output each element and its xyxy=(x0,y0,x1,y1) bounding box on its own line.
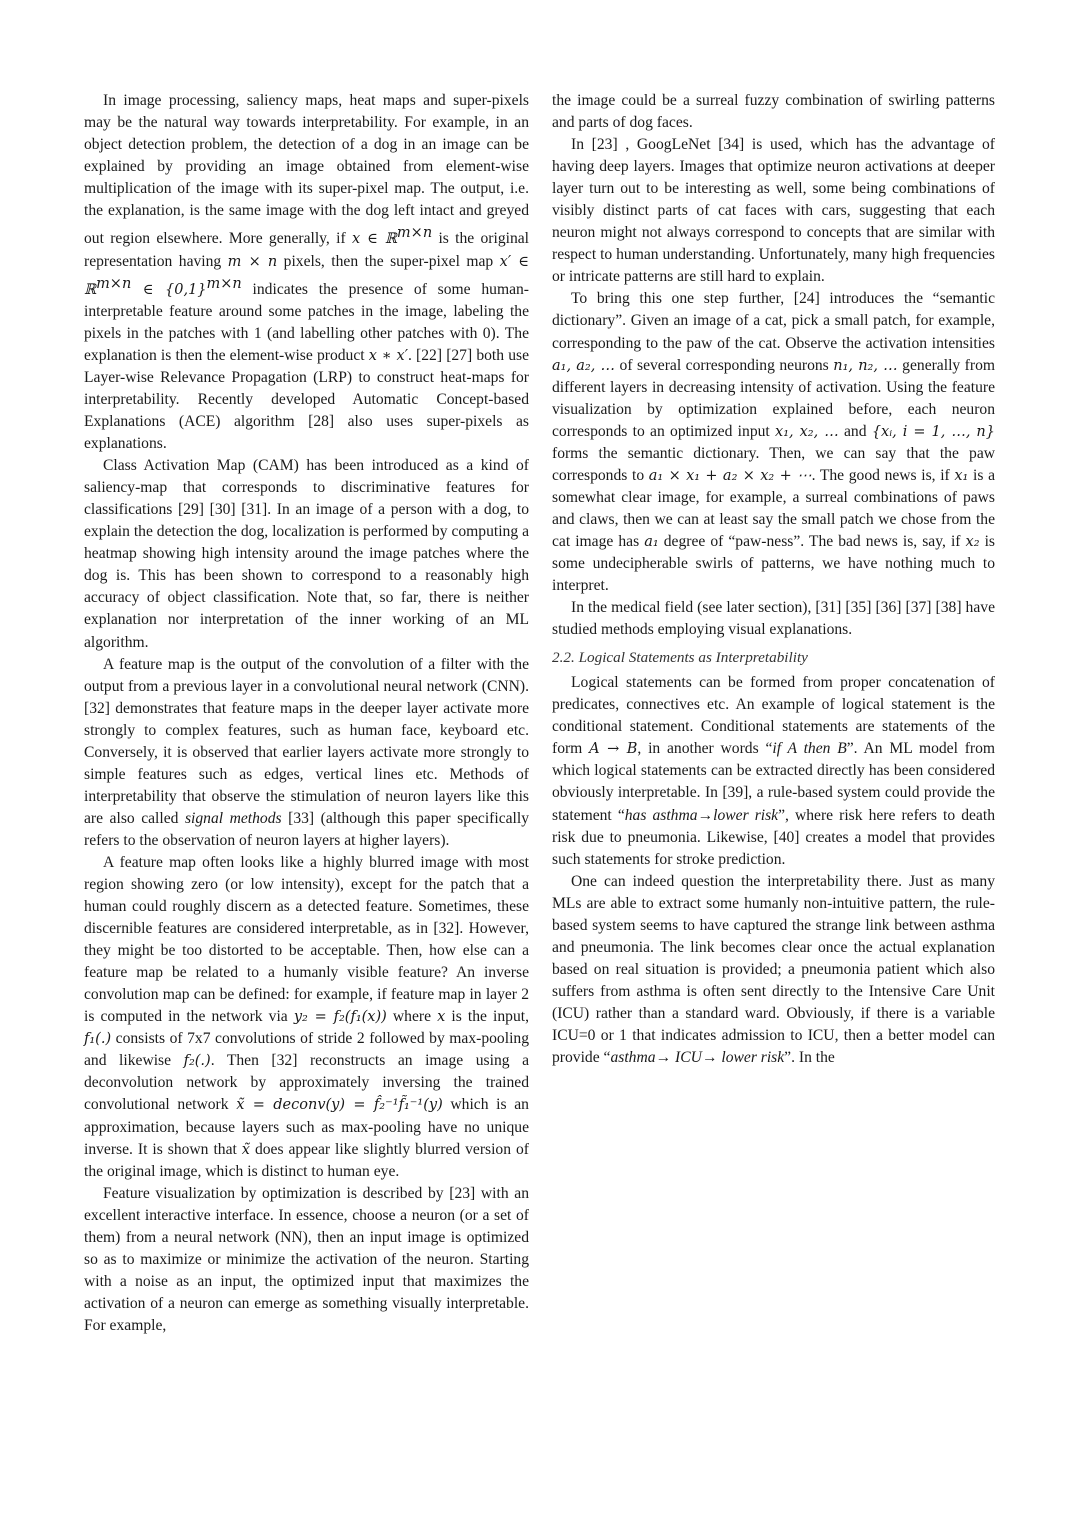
paragraph-googlenet: In [23] , GoogLeNet [34] is used, which has the advantage of having deep layers. Images that optimize neuron activations at deeper layer turn out to be interesting as well, some being combinations of visibly distinct parts of cat faces with cars, suggesting that each neuron might not always correspond to concepts that are similar with respect to human understanding. Unfortunately, many high frequencies or intricate patterns are still hard to explain. xyxy=(552,136,995,286)
paragraph-cam: Class Activation Map (CAM) has been introduced as a kind of saliency-map that corresponds to discriminative features for classifications [29] [30] [31]. In an image of a person with a dog, to explain the detection the dog, localization is performed by computing a heatmap showing high intensity around the image patches where the dog is. This has been shown to correspond to a reasonably high accuracy of object classification. Note that, so far, there is neither explanation nor interpretation of the inner working of an ML algorithm. xyxy=(84,457,529,651)
paragraph-interpretability-question: One can indeed question the interpretability there. Just as many MLs are able to extract some humanly non-intuitive pattern, the rule-based system seems to have captured the strange link between asthma and pneumonia. The link becomes clear once the actual explanation based on real situation is provided; a pneumonia patient which also suffers from asthma is often sent directly to the Intensive Care Unit (ICU) rather than a standard ward. Obviously, if there is a variable ICU=0 or 1 that indicates admission to ICU, then a better model can provide “asthma→ ICU→ lower risk”. In the xyxy=(552,872,995,1067)
paragraph-feature-map: A feature map is the output of the convolution of a filter with the output from a previous layer in a convolutional neural network (CNN). [32] demonstrates that feature maps in the deeper layer activate more strongly to complex features, such as human face, keyboard etc. Conversely, it is observed that earlier layers activate more strongly to simple features such as edges, vertical lines etc. Methods of interpretability that observe the stimulation of neuron layers like this are also called signal methods [33] (although this paper specifically refers to the observation of neuron layers at higher layers). xyxy=(84,655,530,849)
paragraph-feature-visualization: Feature visualization by optimization is described by [23] with an excellent interactive interface. In essence, choose a neuron (or a set of them) from a neural network (NN), then an input image is optimized so as to maximize or minimize the activation of the neuron. Starting with a noise as an input, the optimized input that maximizes the activation of a neuron can emerge as something visually interpretable. For example, xyxy=(84,1184,529,1334)
section-heading: 2.2. Logical Statements as Interpretability xyxy=(552,649,808,667)
left-column xyxy=(84,90,529,1337)
paragraph-deconvolution: A feature map often looks like a highly blurred image with most region showing zero (or low intensity), except for the patch that a human could roughly discern as a detected feature. Sometimes, these discernible features are considered interpretable, as in [32]. However, they might be too distorted to be acceptable. Then, how else can a feature map be related to a humanly visible feature? An inverse convolution map can be defined: for example, if feature map in layer 2 is computed in the network via y₂ = f₂(f₁(x)) where x is the input, f₁(.) consists of 7x7 convolutions of stride 2 followed by max-pooling and likewise f₂(.). Then [32] reconstructs an image using a deconvolution network by approximately inversing the trained convolutional network x̃ = deconv(y) = f̂₂⁻¹f̃₁⁻¹(y) which is an approximation, because layers such as max-pooling have no unique inverse. It is shown that x̃ does appear like slightly blurred version of the original image, which is distinct to human eye. xyxy=(84,853,529,1180)
paragraph-continued: the image could be a surreal fuzzy combination of swirling patterns and parts of dog faces. xyxy=(552,92,995,132)
paragraph-medical-field: In the medical field (see later section), [31] [35] [36] [37] [38] have studied methods employing visual explanations. xyxy=(552,599,995,639)
paragraph-superpixels: In image processing, saliency maps, heat maps and super-pixels may be the natural way towards interpretability. For example, in an object detection problem, the detection of a dog in an image can be explained by providing an image obtained from element-wise multiplication of the image with its super-pixel map. The output, i.e. the explanation, is the same image with the dog left intact and greyed out region elsewhere. More generally, if x ∈ ℝ$^{m\times n}$ is the original representation having m × n pixels, then the super-pixel map x′ ∈ ℝ$^{m\times n}$ ∈ $\{0,1\}^{m\times n}$ indicates the presence of some human-interpretable feature around some patches in the image, labeling the pixels in the patches with 1 (and labelling other patches with 0). The explanation is then the element-wise product x ∗ x′. [22] [27] both use Layer-wise Relevance Propagation (LRP) to construct heat-maps for interpretability. Recently developed Automatic Concept-based Explanations (ACE) algorithm [28] also uses super-pixels as explanations. xyxy=(84,92,530,453)
paragraph-semantic-dictionary: To bring this one step further, [24] introduces the “semantic dictionary”. Given an image of a cat, pick a small patch, for example, corresponding to the paw of the cat. Observe the activation intensities a₁, a₂, … of several corresponding neurons n₁, n₂, … generally from different layers in decreasing intensity of activation. Using the feature visualization by optimization explained before, each neuron corresponds to an optimized input x₁, x₂, … and {xᵢ, i = 1, …, n} forms the semantic dictionary. Then, we can say that the paw corresponds to a₁ × x₁ + a₂ × x₂ + ⋯. The good news is, if x₁ is a somewhat clear image, for example, a surreal combinations of paws and claws, then we can at least say the small patch we chose from the cat image has a₁ degree of “paw-ness”. The bad news is, say, if x₂ is some undecipherable swirls of patterns, we have nothing much to interpret. xyxy=(552,290,996,595)
right-column xyxy=(552,90,995,1069)
paragraph-logical-statements: Logical statements can be formed from proper concatenation of predicates, connectives etc. An example of logical statement is the conditional statement. Conditional statements are statements of the form A → B, in another words “if A then B”. An ML model from which logical statements can be extracted directly has been considered obviously interpretable. In [39], a rule-based system could provide the statement “has asthma→lower risk”, where risk here refers to death risk due to pneumonia. Likewise, [40] creates a model that provides such statements for stroke prediction. xyxy=(552,674,996,868)
